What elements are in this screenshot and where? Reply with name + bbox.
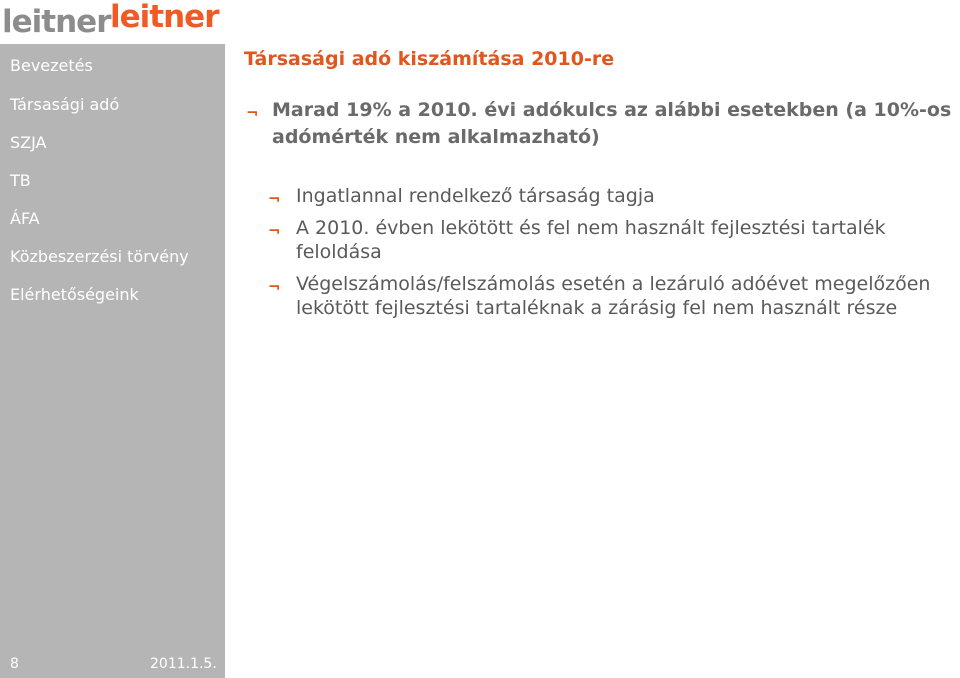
bullet-level2-text: Ingatlannal rendelkező társaság tagja: [296, 185, 655, 207]
sidebar-item-kozbeszerzes[interactable]: Közbeszerzési törvény: [10, 247, 189, 266]
logo-gray-text: leitner: [2, 4, 111, 40]
bullet-level1-text: Marad 19% a 2010. évi adókulcs az alábbi esetekben (a 10%-os adómérték nem alkalmazható): [272, 99, 952, 148]
page-number: 8: [10, 656, 19, 672]
bullet-marker-icon: ¬: [268, 278, 281, 296]
sidebar: [0, 44, 225, 678]
bullet-marker-icon: ¬: [246, 104, 259, 122]
slide-date: 2011.1.5.: [150, 656, 217, 672]
bullet-level2-text: Végelszámolás/felszámolás esetén a lezáruló adóévet megelőzően lekötött fejlesztési tartaléknak a zárásig fel nem használt része: [296, 273, 931, 319]
page-title: Társasági adó kiszámítása 2010-re: [244, 48, 615, 70]
sidebar-item-bevezetes[interactable]: Bevezetés: [10, 56, 93, 75]
sidebar-item-szja[interactable]: SZJA: [10, 133, 47, 152]
sidebar-item-afa[interactable]: ÁFA: [10, 209, 40, 228]
sidebar-item-tarsasagi-ado[interactable]: Társasági adó: [10, 95, 120, 114]
bullet-marker-icon: ¬: [268, 222, 281, 240]
bullet-level2-text: A 2010. évben lekötött és fel nem használt fejlesztési tartalék feloldása: [296, 217, 886, 263]
logo-orange-text: leitner: [110, 0, 219, 35]
sidebar-item-elerhetosegeink[interactable]: Elérhetőségeink: [10, 285, 139, 304]
logo: [0, 0, 228, 42]
sidebar-item-tb[interactable]: TB: [10, 171, 31, 190]
bullet-marker-icon: ¬: [268, 190, 281, 208]
